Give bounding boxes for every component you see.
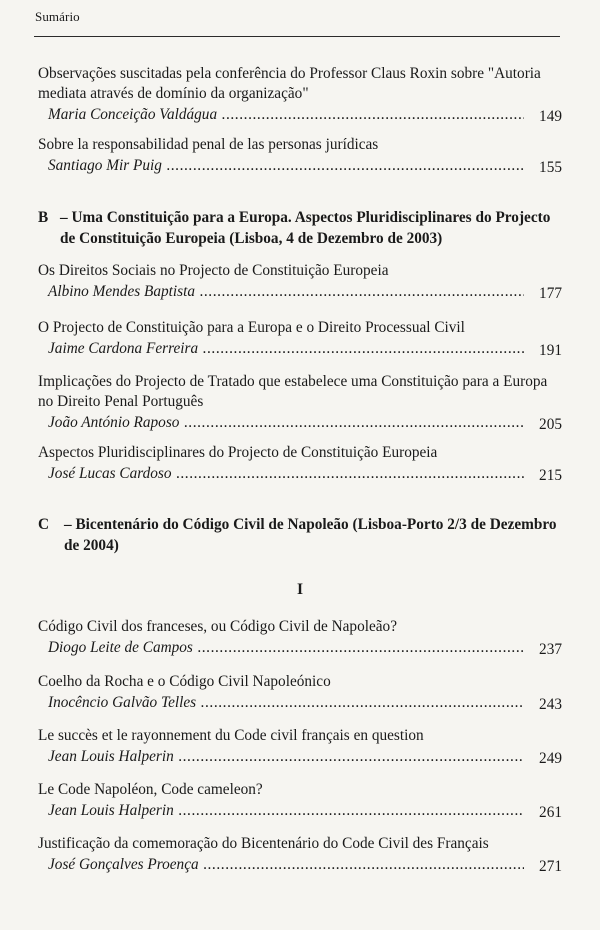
entry-title: O Projecto de Constituição para a Europa e o Direito Processual Civil (38, 319, 465, 336)
running-header: Sumário (35, 9, 80, 24)
toc-entry[interactable] (38, 617, 562, 659)
entry-author: Diogo Leite de Campos ..... (48, 639, 562, 656)
entry-title: Le Code Napoléon, Code cameleon? (38, 781, 263, 798)
part-number: I (296, 581, 304, 598)
entry-leader-line (38, 281, 562, 303)
section-label: C (38, 516, 50, 533)
entry-author: Santiago Mir Puig ..... (48, 157, 562, 174)
toc-entry[interactable] (38, 135, 562, 177)
entry-leader-line (38, 692, 562, 714)
entry-leader-line (38, 463, 562, 485)
entry-author: Jean Louis Halperin ..... (48, 748, 562, 765)
entry-title: Código Civil dos franceses, ou Código Civil de Napoleão? (38, 618, 397, 635)
entry-page: 237 (524, 639, 562, 659)
toc-entry[interactable] (38, 726, 562, 768)
section-text: – Bicentenário do Código Civil de Napoleão (Lisboa-Porto 2/3 de Dezembro de 2004) (64, 516, 557, 554)
toc-entry[interactable] (38, 261, 562, 303)
entry-page: 149 (524, 106, 562, 126)
entry-leader-line (38, 854, 562, 876)
entry-leader-line (38, 155, 562, 177)
entry-author: Albino Mendes Baptista ..... (48, 283, 562, 300)
entry-title: Observações suscitadas pela conferência do Professor Claus Roxin sobre "Autoria mediata através de domínio da organização" (38, 65, 541, 102)
toc-entry[interactable] (38, 372, 562, 434)
toc-entry[interactable] (38, 443, 562, 485)
section-text: – Uma Constituição para a Europa. Aspectos Pluridisciplinares do Projecto de Constituição Europeia (Lisboa, 4 de Dezembro de 2003) (60, 209, 551, 247)
entry-leader-line (38, 338, 562, 360)
entry-title: Justificação da comemoração do Bicentenário do Code Civil des Français (38, 835, 489, 852)
section-c-heading (38, 514, 560, 556)
entry-author: José Lucas Cardoso ..... (48, 465, 562, 482)
entry-page: 155 (524, 157, 562, 177)
entry-title: Os Direitos Sociais no Projecto de Constituição Europeia (38, 262, 389, 279)
entry-title: Sobre la responsabilidad penal de las personas jurídicas (38, 136, 379, 153)
header-rule (34, 36, 560, 37)
toc-entry[interactable] (38, 834, 562, 876)
entry-page: 177 (524, 283, 562, 303)
entry-author: João António Raposo ..... (48, 414, 562, 431)
entry-title: Implicações do Projecto de Tratado que estabelece uma Constituição para a Europa no Direito Penal Português (38, 373, 548, 410)
entry-title: Aspectos Pluridisciplinares do Projecto de Constituição Europeia (38, 444, 438, 461)
entry-page: 191 (524, 340, 562, 360)
entry-page: 243 (524, 694, 562, 714)
entry-author: Jaime Cardona Ferreira ..... (48, 340, 562, 357)
entry-author: José Gonçalves Proença ..... (48, 856, 562, 873)
entry-title: Coelho da Rocha e o Código Civil Napoleónico (38, 673, 331, 690)
section-b-heading (38, 207, 560, 249)
toc-entry[interactable] (38, 318, 562, 360)
entry-leader-line (38, 800, 562, 822)
entry-author: Inocêncio Galvão Telles ..... (48, 694, 562, 711)
toc-entry[interactable] (38, 64, 562, 126)
toc-entry[interactable] (38, 780, 562, 822)
entry-page: 215 (524, 465, 562, 485)
toc-entry[interactable] (38, 672, 562, 714)
entry-leader-line (38, 104, 562, 126)
entry-leader-line (38, 412, 562, 434)
entry-page: 249 (524, 748, 562, 768)
entry-author: Maria Conceição Valdágua ..... (48, 106, 562, 123)
section-label: B (38, 209, 49, 226)
entry-page: 261 (524, 802, 562, 822)
entry-title: Le succès et le rayonnement du Code civil français en question (38, 727, 424, 744)
entry-leader-line (38, 746, 562, 768)
entry-author: Jean Louis Halperin ..... (48, 802, 562, 819)
entry-leader-line (38, 637, 562, 659)
entry-page: 271 (524, 856, 562, 876)
entry-page: 205 (524, 414, 562, 434)
